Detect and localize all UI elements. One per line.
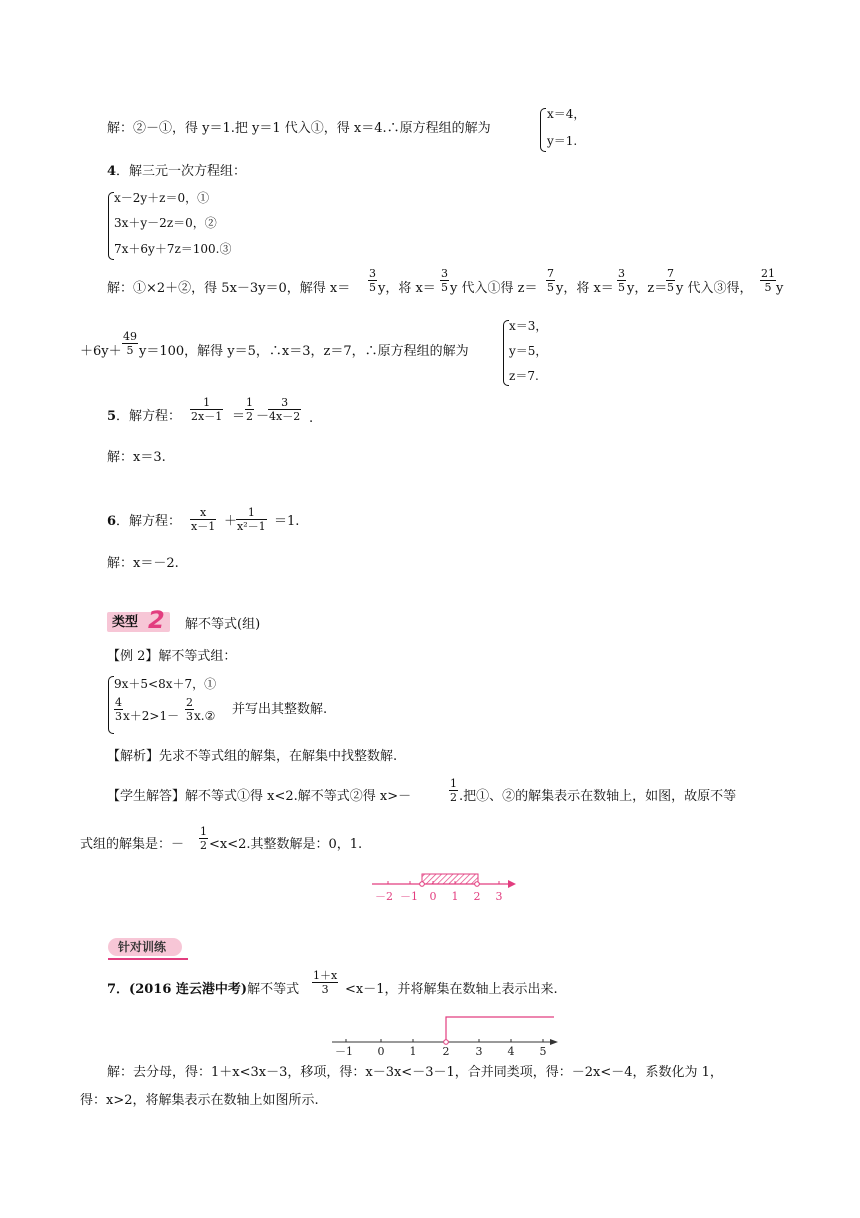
tick-label: 5 (539, 1045, 547, 1058)
brace (540, 108, 546, 152)
tick-label: －1 (400, 890, 418, 903)
section-title: 解不等式(组) (185, 617, 261, 632)
solution-text: 解：x＝－2. (107, 556, 179, 571)
tick-label: 2 (442, 1045, 450, 1058)
fraction-49-5: 49 5 (123, 330, 137, 357)
solution-text: 解：①×2＋②，得 5x－3y＝0，解得 x＝ (107, 281, 351, 296)
answer-text: 式组的解集是：－ (80, 837, 185, 852)
solution-text: 解：x＝3. (107, 450, 166, 465)
number-line-example-2 (370, 866, 520, 906)
system-line: z＝7. (509, 369, 539, 383)
tick-label: －1 (335, 1045, 353, 1058)
solution-text: y，将 x＝ (378, 281, 436, 296)
inequality-2-tail: x.② (194, 709, 216, 723)
problem-title: ．解方程： (116, 409, 182, 424)
tick-label: 0 (377, 1045, 385, 1058)
fraction: x x－1 (191, 506, 216, 533)
solution-text: y 代入①得 z＝ (450, 281, 538, 296)
problem-number: 5 (107, 409, 117, 424)
number-line-problem-7 (330, 1010, 560, 1058)
solution-text: y 代入③得， (676, 281, 753, 296)
period: . (309, 411, 314, 426)
tick-label: 1 (451, 890, 459, 903)
fraction-3-5: 3 5 (369, 267, 376, 294)
fraction: 1 x²－1 (237, 506, 266, 533)
fraction-7-5: 7 5 (667, 267, 674, 294)
inequality-2: x＋2>1－ (123, 709, 180, 723)
problem-text: <x－1，并将解集在数轴上表示出来. (345, 982, 558, 997)
problem-number: 4 (107, 164, 117, 179)
training-badge-label: 针对训练 (118, 940, 167, 954)
solution-text: 解：②－①，得 y＝1.把 y＝1 代入①，得 x＝4.∴原方程组的解为 (107, 121, 491, 136)
example-note: 并写出其整数解. (232, 702, 328, 717)
solution-text: y，将 x＝ (556, 281, 614, 296)
axis-arrow-icon (550, 1039, 558, 1045)
problem-number: 7 (107, 982, 117, 997)
fraction-3-5: 3 5 (618, 267, 625, 294)
analysis-text: 【解析】先求不等式组的解集，在解集中找整数解. (107, 749, 398, 764)
open-endpoint (475, 882, 480, 887)
fraction-21-5: 21 5 (761, 267, 775, 294)
tick-label: 0 (429, 890, 437, 903)
open-endpoint (420, 882, 425, 887)
fraction: 1 2 (246, 396, 253, 423)
answer-text: 【学生解答】解不等式①得 x<2.解不等式②得 x>－ (107, 789, 412, 804)
system-line: x＝4， (547, 107, 586, 121)
equation-1: x－2y＋z＝0，① (114, 191, 210, 205)
solution-ray (446, 1017, 554, 1042)
tick-label: 2 (473, 890, 481, 903)
solution-text: 解：去分母，得：1＋x<3x－3，移项，得：x－3x<－3－1，合并同类项，得：－2x<－4，系数化为 1， (107, 1065, 723, 1080)
solution-text: y＝100，解得 y＝5，∴x＝3，z＝7，∴原方程组的解为 (139, 344, 469, 359)
answer-text: .把①、②的解集表示在数轴上，如图，故原不等 (459, 789, 737, 804)
example-heading: 【例 2】解不等式组： (107, 649, 237, 664)
fraction-1-2: 1 2 (200, 825, 207, 852)
system-line: y＝5， (509, 344, 548, 358)
fraction-4-3: 4 3 (115, 696, 122, 723)
solution-region (422, 874, 478, 884)
problem-number: 6 (107, 514, 117, 529)
problem-source: ．(2016 连云港中考) (116, 982, 248, 997)
fraction: 3 4x－2 (269, 396, 301, 423)
tick-label: 4 (507, 1045, 515, 1058)
solution-text: 得：x>2，将解集表示在数轴上如图所示. (80, 1093, 319, 1108)
equation-tail: ＝1. (274, 514, 300, 529)
problem-title: ．解方程： (116, 514, 182, 529)
tick-label: 3 (475, 1045, 483, 1058)
solution-text: y (776, 281, 784, 296)
tick-label: 1 (409, 1045, 417, 1058)
equation-3: 7x＋6y＋7z＝100.③ (114, 242, 232, 256)
open-endpoint (444, 1040, 449, 1045)
fraction-7-5: 7 5 (547, 267, 554, 294)
tick-label: 3 (495, 890, 503, 903)
equation-2: 3x＋y－2z＝0，② (114, 216, 217, 230)
section-badge-number: 2 (148, 606, 165, 634)
equals-sign: ＝ (232, 409, 246, 424)
solution-text: y，z＝ (627, 281, 668, 296)
problem-text: 解不等式 (247, 982, 300, 997)
plus-sign: ＋ (224, 514, 238, 529)
fraction: 1 2x－1 (191, 396, 223, 423)
fraction-1-2: 1 2 (450, 777, 457, 804)
answer-text: <x<2.其整数解是：0，1. (209, 837, 363, 852)
system-line: y＝1. (547, 134, 578, 148)
training-underline (108, 958, 188, 960)
tick-label: －2 (375, 890, 393, 903)
problem-title: ．解三元一次方程组： (116, 164, 247, 179)
inequality-1: 9x＋5<8x＋7，① (114, 677, 217, 691)
minus-sign: － (256, 409, 270, 424)
fraction-2-3: 2 3 (186, 696, 193, 723)
section-badge-label: 类型 (112, 615, 139, 630)
fraction-3-5: 3 5 (441, 267, 448, 294)
axis-arrow-icon (508, 880, 516, 888)
solution-text: ＋6y＋ (80, 344, 122, 359)
system-line: x＝3， (509, 319, 548, 333)
fraction: 1＋x 3 (313, 969, 338, 996)
